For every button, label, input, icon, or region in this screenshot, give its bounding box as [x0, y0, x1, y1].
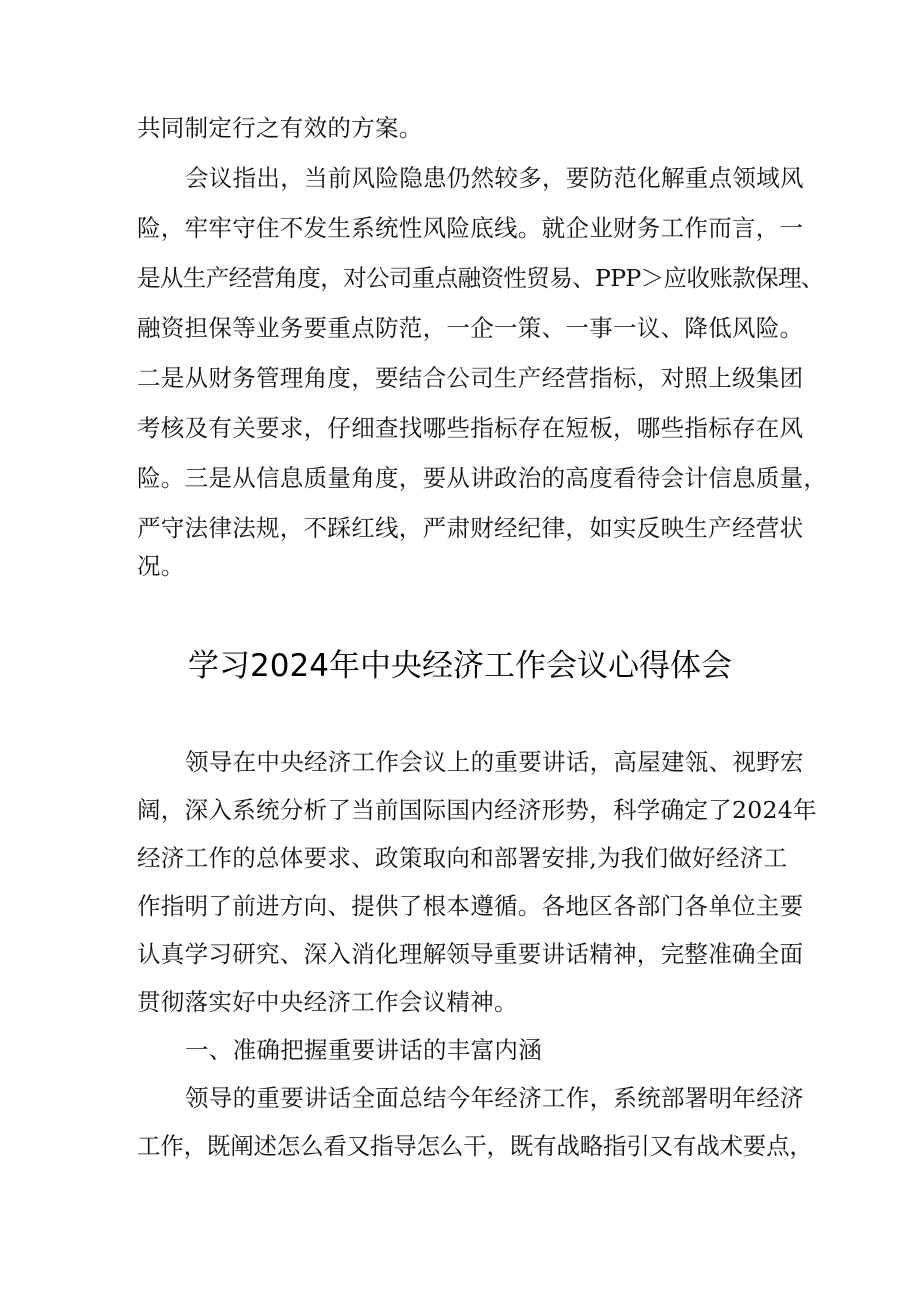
paragraph-line: 工作，既阐述怎么看又指导怎么干，既有战略指引又有战术要点， [137, 1132, 813, 1160]
paragraph-line: 会议指出，当前风险隐患仍然较多，要防范化解重点领域风 [185, 164, 804, 192]
paragraph-line: 作指明了前进方向、提供了根本遵循。各地区各部门各单位主要 [137, 892, 804, 920]
paragraph-line: 险，牢牢守住不发生系统性风险底线。就企业财务工作而言，一 [137, 214, 804, 242]
paragraph-line: 认真学习研究、深入消化理解领导重要讲话精神，完整准确全面 [137, 940, 804, 968]
paragraph-line: 贯彻落实好中央经济工作会议精神。 [137, 988, 518, 1016]
section-heading: 一、准确把握重要讲话的丰富内涵 [185, 1036, 542, 1064]
paragraph-line: 严守法律法规，不踩红线，严肃财经纪律，如实反映生产经营状 [137, 514, 804, 542]
document-title: 学习2024年中央经济工作会议心得体会 [188, 648, 732, 684]
paragraph-line: 阔，深入系统分析了当前国际国内经济形势，科学确定了2024年 [137, 796, 817, 824]
paragraph-line: 领导在中央经济工作会议上的重要讲话，高屋建瓴、视野宏 [185, 748, 804, 776]
paragraph-line: 经济工作的总体要求、政策取向和部署安排,为我们做好经济工 [137, 844, 788, 872]
paragraph-line: 领导的重要讲话全面总结今年经济工作，系统部署明年经济 [185, 1084, 804, 1112]
paragraph-line: 况。 [137, 552, 185, 580]
paragraph-line: 融资担保等业务要重点防范，一企一策、一事一议、降低风险。 [137, 314, 804, 342]
paragraph-line: 险。三是从信息质量角度，要从讲政治的高度看待会计信息质量， [137, 464, 828, 492]
paragraph-line: 共同制定行之有效的方案。 [137, 114, 423, 142]
paragraph-line: 二是从财务管理角度，要结合公司生产经营指标，对照上级集团 [137, 364, 804, 392]
paragraph-line: 考核及有关要求，仔细查找哪些指标存在短板，哪些指标存在风 [137, 414, 804, 442]
paragraph-line: 是从生产经营角度，对公司重点融资性贸易、PPP＞应收账款保理、 [137, 264, 824, 292]
